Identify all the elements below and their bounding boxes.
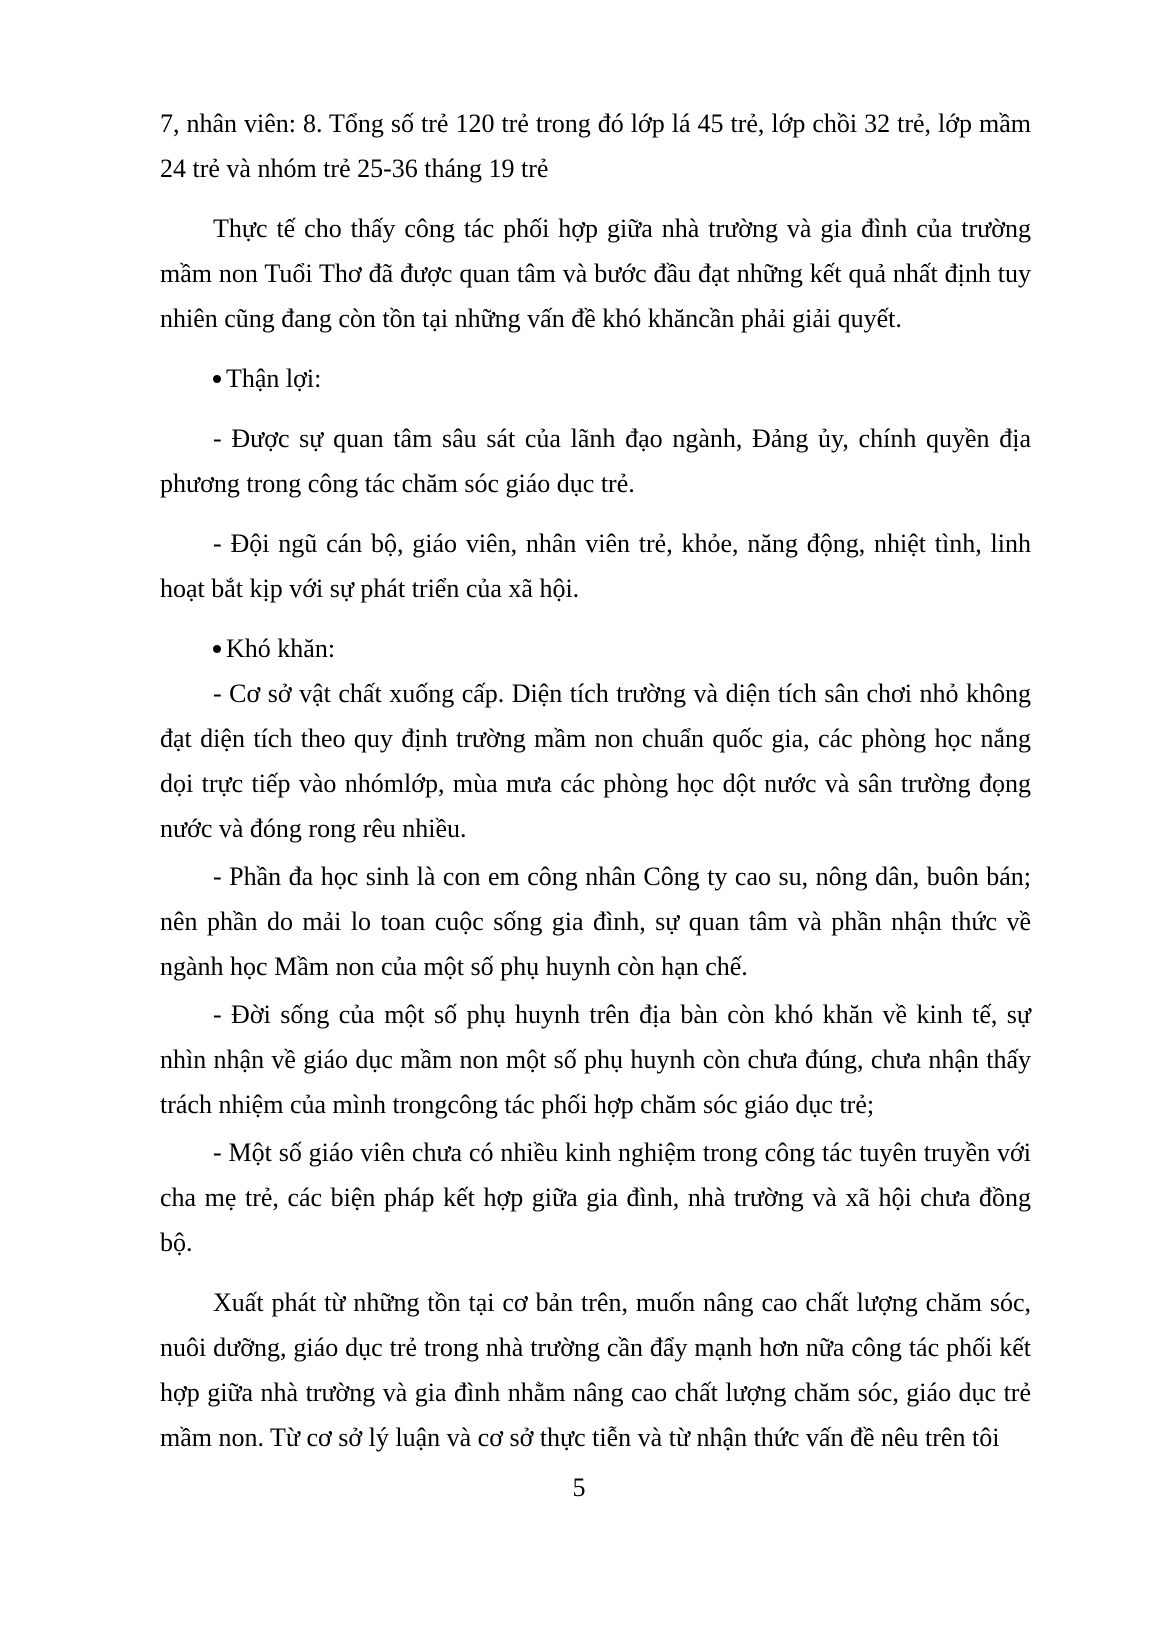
bullet-difficulties-label: Khó khăn: [226, 634, 336, 663]
paragraph-difficulty-teachers: - Một số giáo viên chưa có nhiều kinh nghiệm trong công tác tuyên truyền với cha mẹ trẻ, các biện pháp kết hợp giữa gia đình, nhà trường và xã hội chưa đồng bộ. [160, 1138, 1031, 1257]
paragraph-difficulty-facilities: - Cơ sở vật chất xuống cấp. Diện tích trường và diện tích sân chơi nhỏ không đạt diện tích theo quy định trường mầm non chuẩn quốc gia, các phòng học nắng dọi trực tiếp vào nhómlớp, mùa mưa các phòng học dột nước và sân trường đọng nước và đóng rong rêu nhiều. [160, 679, 1031, 843]
bullet-dot-icon [213, 375, 221, 383]
bullet-difficulties [160, 626, 1031, 671]
paragraph-advantage-leadership: - Được sự quan tâm sâu sát của lãnh đạo ngành, Đảng ủy, chính quyền địa phương trong công tác chăm sóc giáo dục trẻ. [160, 424, 1031, 498]
paragraph-conclusion: Xuất phát từ những tồn tại cơ bản trên, muốn nâng cao chất lượng chăm sóc, nuôi dưỡng, giáo dục trẻ trong nhà trường cần đẩy mạnh hơn nữa công tác phối kết hợp giữa nhà trường và gia đình nhằm nâng cao chất lượng chăm sóc, giáo dục trẻ mầm non. Từ cơ sở lý luận và cơ sở thực tiễn và từ nhận thức vấn đề nêu trên tôi [160, 1288, 1031, 1452]
paragraph-reality: Thực tế cho thấy công tác phối hợp giữa nhà trường và gia đình của trường mầm non Tuổi Thơ đã được quan tâm và bước đầu đạt những kết quả nhất định tuy nhiên cũng đang còn tồn tại những vấn đề khó khăncần phải giải quyết. [160, 214, 1031, 333]
paragraph-difficulty-parents-work: - Phần đa học sinh là con em công nhân Công ty cao su, nông dân, buôn bán; nên phần do mải lo toan cuộc sống gia đình, sự quan tâm và phần nhận thức về ngành học Mầm non của một số phụ huynh còn hạn chế. [160, 862, 1031, 981]
bullet-advantages-label: Thận lợi: [226, 364, 322, 393]
bullet-advantages [160, 356, 1031, 401]
page-number: 5 [572, 1473, 586, 1502]
paragraph-difficulty-parents-life: - Đời sống của một số phụ huynh trên địa bàn còn khó khăn về kinh tế, sự nhìn nhận về giáo dục mầm non một số phụ huynh còn chưa đúng, chưa nhận thấy trách nhiệm của mình trongcông tác phối hợp chăm sóc giáo dục trẻ; [160, 1000, 1031, 1119]
body-text [160, 101, 1031, 1460]
paragraph-staff-children-count: 7, nhân viên: 8. Tổng số trẻ 120 trẻ trong đó lớp lá 45 trẻ, lớp chồi 32 trẻ, lớp mầm 24 trẻ và nhóm trẻ 25-36 tháng 19 trẻ [160, 109, 1031, 183]
paragraph-advantage-staff: - Đội ngũ cán bộ, giáo viên, nhân viên trẻ, khỏe, năng động, nhiệt tình, linh hoạt bắt kịp với sự phát triển của xã hội. [160, 529, 1031, 603]
bullet-dot-icon [213, 645, 221, 653]
